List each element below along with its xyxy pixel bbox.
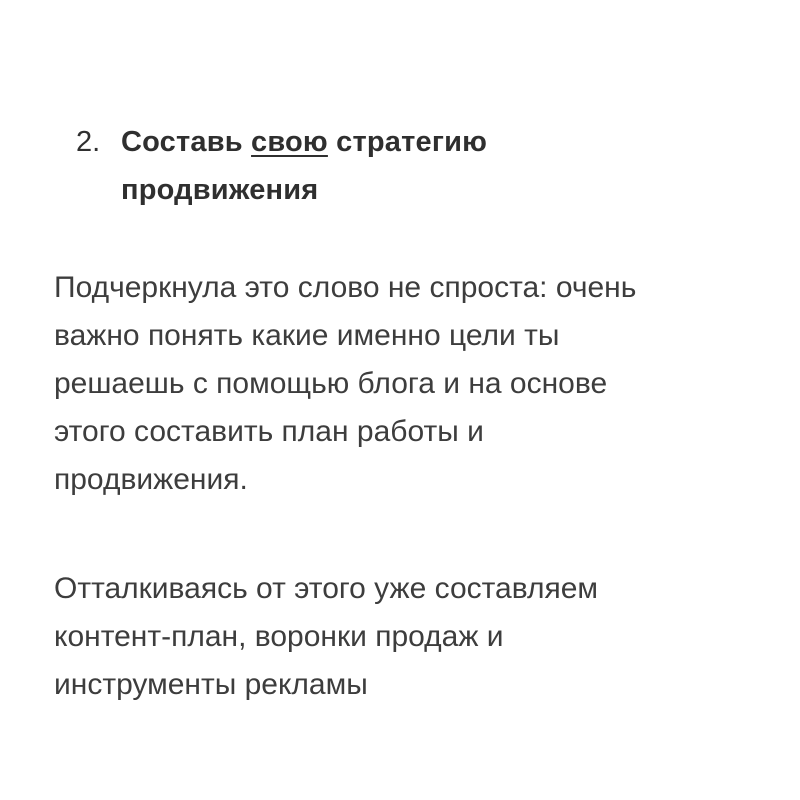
heading-text-after: стратегию <box>327 126 488 158</box>
paragraph-1 <box>54 264 754 504</box>
paragraph-line: контент-план, воронки продаж и <box>54 620 504 653</box>
paragraph-line: Отталкиваясь от этого уже составляем <box>54 572 599 605</box>
heading-title <box>121 118 487 214</box>
list-number: 2. <box>76 126 101 158</box>
heading-underlined-word: свою <box>251 126 328 158</box>
paragraph-line: Подчеркнула это слово не спроста: очень <box>54 271 637 304</box>
paragraph-line: инструменты рекламы <box>54 668 368 701</box>
paragraph-line: продвижения. <box>54 463 248 496</box>
heading-text-before: Составь <box>121 126 252 158</box>
list-item-heading <box>76 118 756 214</box>
paragraph-2 <box>54 565 754 709</box>
heading-line-2: продвижения <box>121 174 319 206</box>
paragraph-line: решаешь с помощью блога и на основе <box>54 367 608 400</box>
paragraph-line: важно понять какие именно цели ты <box>54 319 560 352</box>
paragraph-line: этого составить план работы и <box>54 415 484 448</box>
